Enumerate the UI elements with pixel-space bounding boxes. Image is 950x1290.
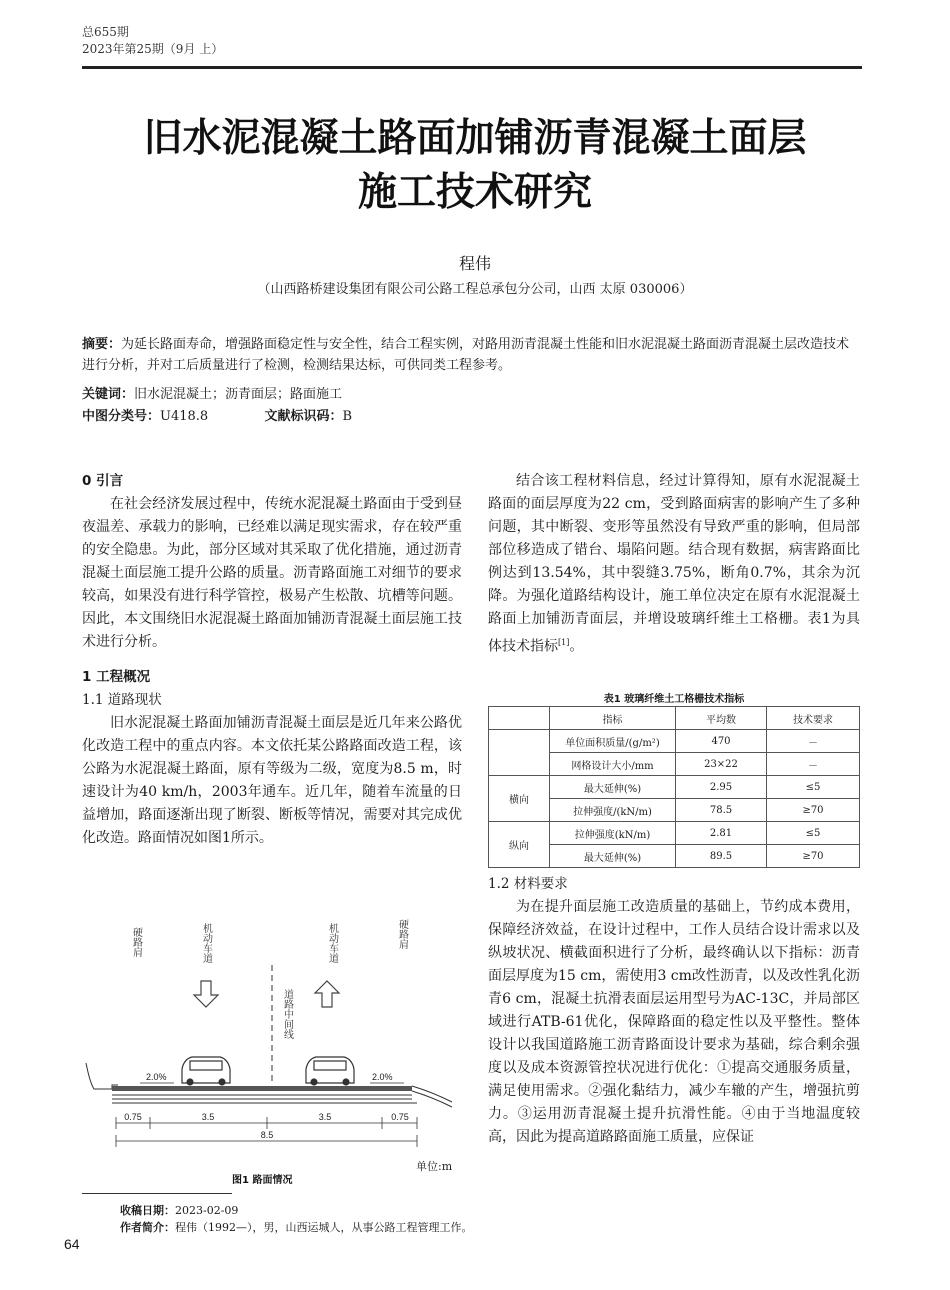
journal-header [82,24,223,58]
materials-paragraph: 为在提升面层施工改造质量的基础上，节约成本费用，保障经济效益，在设计过程中，工作人员结合设计需求以及纵坡状况、横截面积进行了分析，最终确认以下指标：沥青面层厚度为15 cm，需使用3 cm改性沥青，以及改性乳化沥青6 cm，混凝土抗滑表面层运用型号为AC-13C，并局部区域进行ATB-61优化，保障路面的稳定性以及平整性。整体设计以我国道路施工沥青路面设计要求为基础，综合剩余强度以及成本资源管控状况进行优化：①提高交通服务质量，满足使用需求。②强化黏结力，减少车辙的产生，增强抗剪力。③运用沥青混凝土提升抗滑性能。④由于当地温度较高，因此为提高道路路面施工质量，应保证 [488,899,860,1145]
received-label: 收稿日期： [120,1204,175,1217]
doc-code-value: B [342,409,353,424]
section-overview-heading: 1 工程概况 [82,669,151,685]
table-header-row [489,707,860,730]
page-number: 64 [64,1236,80,1252]
project-paragraph: 结合该工程材料信息，经过计算得知，原有水泥混凝土路面的面层厚度为22 cm，受到路面病害的影响产生了多种问题，其中断裂、变形等虽然没有导致严重的影响，但局部部位移造成了错台、塌陷问题。结合现有数据，病害路面比例达到13.54%，其中裂缝3.75%，断角0.7%，其余为沉降。为强化道路结构设计，施工单位决定在原有水泥混凝土路面上加铺沥青面层，并增设玻璃纤维土工格栅。表1为具体技术指标[1]。 [488,473,860,655]
subsection-materials-heading: 1.2 材料要求 [488,876,568,892]
reference-1[interactable]: [1] [558,638,570,647]
classification [82,406,862,427]
figure-caption: 图1 路面情况 [232,1175,293,1186]
abstract-label: 摘要： [82,337,122,352]
author: 程伟 [458,254,491,273]
bio-label: 作者简介： [120,1221,175,1234]
dim-1: 3.5 [201,1112,215,1122]
title-line-1: 旧水泥混凝土路面加铺沥青混凝土面层 [143,116,807,161]
abstract [82,334,862,376]
abstract-text: 为延长路面寿命，增强路面稳定性与安全性，结合工程实例，对路用沥青混凝土性能和旧水泥混凝土路面沥青混凝土层改造技术进行分析，并对工后质量进行了检测，检测结果达标，可供同类工程参考。 [82,337,850,373]
dim-0: 0.75 [124,1112,142,1122]
keywords-label: 关键词： [82,387,135,402]
label-centerline: 道路中间线 [281,989,293,1039]
doc-code-label: 文献标识码： [264,409,343,424]
right-column-bottom [488,873,860,1149]
label-shoulder-left: 硬路肩 [130,927,142,957]
road-status-paragraph: 旧水泥混凝土路面加铺沥青混凝土面层是近几年来公路优化改造工程中的重点内容。本文依托某公路路面改造工程，该公路为水泥混凝土路面，原有等级为二级，宽度为8.5 m，时速设计为40 km/h，2003年通车。近几年，随着车流量的日益增加，路面逐渐出现了断裂、断板等情况，需要对其完成优化改造。路面情况如图1所示。 [82,715,462,846]
paper-title [60,112,890,220]
group-label: 纵向 [489,822,550,868]
label-shoulder-right: 硬路肩 [396,919,408,949]
dim-total: 8.5 [260,1130,274,1140]
footnote-rule [82,1193,232,1194]
affiliation: （山西路桥建设集团有限公司公路工程总承包分公司，山西 太原 030006） [257,282,693,297]
keywords [82,384,862,405]
slope-left: 2.0% [146,1072,167,1082]
car-icon [306,1057,354,1085]
intro-paragraph: 在社会经济发展过程中，传统水泥混凝土路面由于受到昼夜温差、承载力的影响，已经难以满足现实需求，存在较严重的安全隐患。为此，部分区域对其采取了优化措施，通过沥青混凝土面层施工提升公路的质量。沥青路面施工对细节的要求较高，如果没有进行科学管控，极易产生松散、坑槽等问题。因此，本文围绕旧水泥混凝土路面加铺沥青混凝土面层施工技术进行分析。 [82,496,462,650]
car-icon [182,1057,230,1085]
section-intro-heading: 0 引言 [82,473,124,489]
cls-value: U418.8 [160,409,209,424]
label-lane-left: 机动车道 [200,923,212,963]
keywords-text: 旧水泥混凝土；沥青面层；路面施工 [134,387,343,402]
arrow-up-icon [315,981,339,1007]
subsection-road-status-heading: 1.1 道路现状 [82,692,162,708]
dim-3: 0.75 [391,1112,409,1122]
table-row: 单位面积质量/(g/m²) 470 － [489,730,860,753]
arrow-down-icon [194,981,218,1007]
group-label: 横向 [489,776,550,822]
table-row: 纵向 拉伸强度(kN/m) 2.81 ≤5 [489,822,860,845]
right-column-top [488,470,860,659]
dim-2: 3.5 [318,1112,332,1122]
table-header-cell: 平均数 [676,707,767,730]
bio-text: 程伟（1992—），男，山西运城人，从事公路工程管理工作。 [175,1221,473,1234]
table-row: 网格设计大小/mm 23×22 － [489,753,860,776]
figure-unit: 单位:m [416,1160,453,1173]
table-header-cell: 指标 [550,707,676,730]
table-row: 横向 最大延伸(%) 2.95 ≤5 [489,776,860,799]
cls-label: 中图分类号： [82,409,161,424]
issue-date: 2023年第25期（9月 上） [82,42,224,56]
slope-right: 2.0% [372,1072,393,1082]
table-row: 拉伸强度/(kN/m) 78.5 ≥70 [489,799,860,822]
left-column [82,470,462,850]
table-header-cell: 技术要求 [767,707,860,730]
title-line-2: 施工技术研究 [357,170,592,215]
issue-total: 总655期 [82,25,129,39]
footnote [120,1202,473,1236]
table-row: 最大延伸(%) 89.5 ≥70 [489,845,860,868]
label-lane-right: 机动车道 [326,923,338,963]
pavement-layers [86,1063,452,1107]
received-date: 2023-02-09 [175,1204,239,1217]
road-cross-section-figure [82,913,462,1193]
table-caption: 表1 玻璃纤维土工格栅技术指标 [603,694,745,705]
geogrid-spec-table [488,706,860,868]
header-rule [82,66,862,69]
